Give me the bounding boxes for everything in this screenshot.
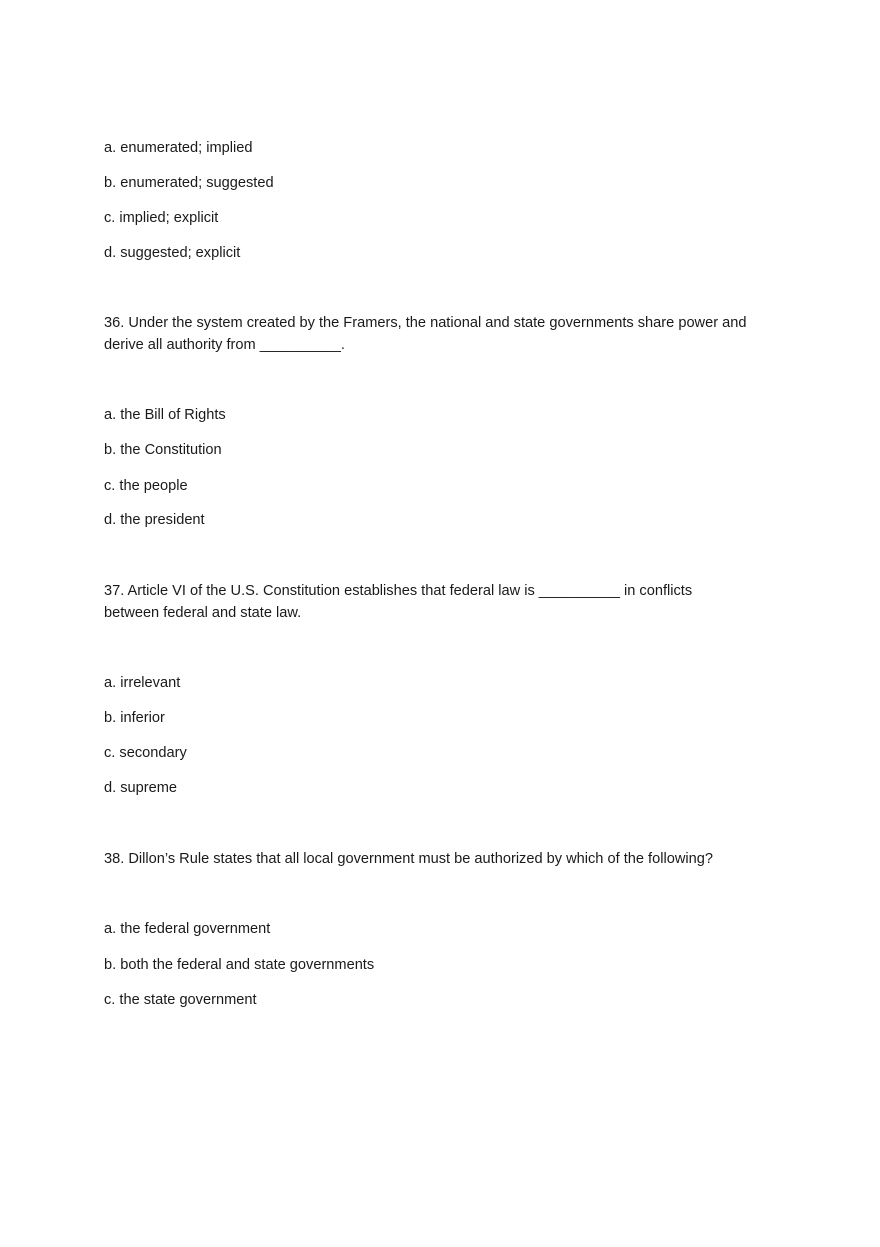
q35-option-b: b. enumerated; suggested — [104, 175, 274, 191]
q38-option-b: b. both the federal and state governments — [104, 957, 375, 973]
q36-option-d: d. the president — [104, 512, 205, 528]
q38-question-line1: 38. Dillon’s Rule states that all local government must be authorized by which of the following? — [104, 851, 713, 867]
q37-option-b: b. inferior — [104, 710, 165, 726]
q37-option-d: d. supreme — [104, 780, 178, 796]
q38-option-c: c. the state government — [104, 992, 257, 1008]
q37-question-line2: between federal and state law. — [104, 605, 302, 621]
q36-question-line1: 36. Under the system created by the Framers, the national and state governments share power and — [104, 315, 747, 331]
q38-option-a: a. the federal government — [104, 921, 271, 937]
q36-option-b: b. the Constitution — [104, 442, 222, 458]
q37-option-a: a. irrelevant — [104, 675, 181, 691]
q36-question-line2: derive all authority from __________. — [104, 337, 345, 353]
q37-option-c: c. secondary — [104, 745, 187, 761]
q35-option-d: d. suggested; explicit — [104, 245, 241, 261]
q37-question-line1: 37. Article VI of the U.S. Constitution establishes that federal law is __________ in conflicts — [104, 583, 693, 599]
q35-option-a: a. enumerated; implied — [104, 140, 253, 156]
q36-option-a: a. the Bill of Rights — [104, 407, 226, 423]
q35-option-c: c. implied; explicit — [104, 210, 219, 226]
q36-option-c: c. the people — [104, 478, 188, 494]
